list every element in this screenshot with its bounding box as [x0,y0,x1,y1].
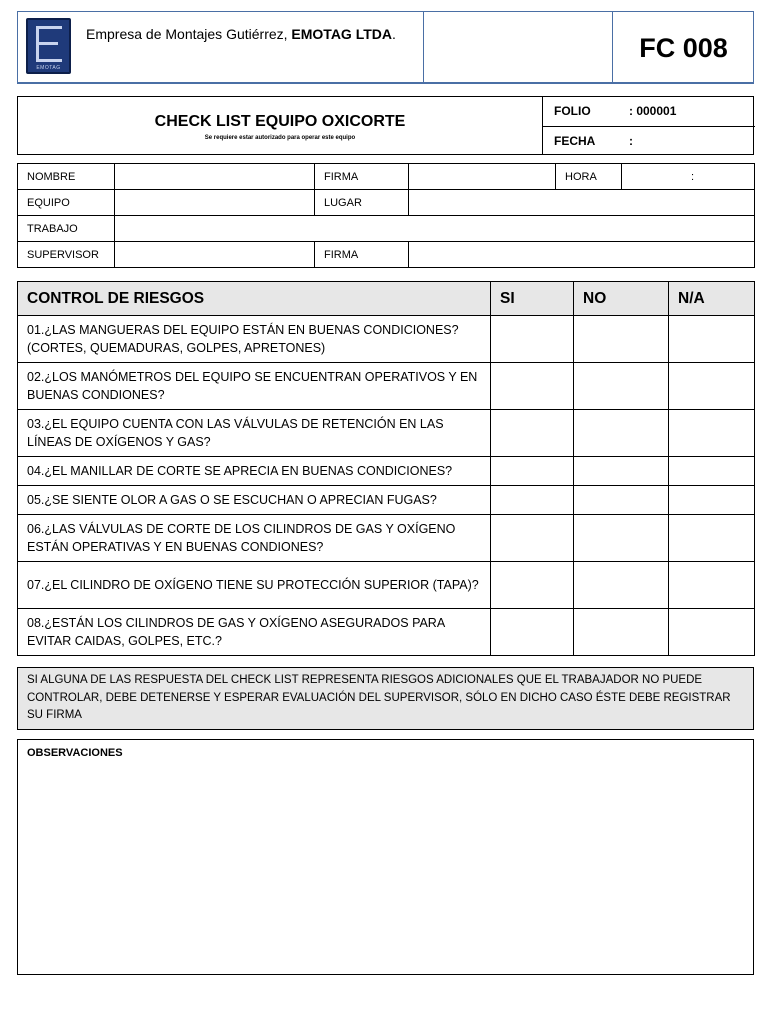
company-logo [26,18,71,74]
risk-item: 08.¿ESTÁN LOS CILINDROS DE GAS Y OXÍGENO ASEGURADOS PARA EVITAR CAIDAS, GOLPES, ETC.? [18,609,491,656]
si-checkbox[interactable] [491,515,574,562]
risk-header-no: NO [574,282,669,316]
observaciones-box[interactable] [17,739,754,975]
nombre-label: NOMBRE [18,164,115,190]
no-checkbox[interactable] [574,363,669,410]
risk-control-table [17,281,755,656]
equipo-field[interactable] [115,190,315,216]
si-checkbox[interactable] [491,363,574,410]
risk-header-na: N/A [669,282,755,316]
fecha-value[interactable]: : [629,134,633,148]
risk-item: 02.¿LOS MANÓMETROS DEL EQUIPO SE ENCUENTRAN OPERATIVOS Y EN BUENAS CONDIONES? [18,363,491,410]
na-checkbox[interactable] [669,457,755,486]
na-checkbox[interactable] [669,410,755,457]
observaciones-label: OBSERVACIONES [27,747,123,759]
folio-label: FOLIO [554,104,591,118]
trabajo-label: TRABAJO [18,216,115,242]
na-checkbox[interactable] [669,316,755,363]
na-checkbox[interactable] [669,515,755,562]
si-checkbox[interactable] [491,457,574,486]
risk-header-control: CONTROL DE RIESGOS [18,282,491,316]
no-checkbox[interactable] [574,316,669,363]
logo-text: EMOTAG [36,65,61,71]
equipo-label: EQUIPO [18,190,115,216]
na-checkbox[interactable] [669,486,755,515]
lugar-label: LUGAR [315,190,409,216]
firma-supervisor-label: FIRMA [315,242,409,268]
info-table [17,163,755,268]
title-box [17,96,754,155]
risk-item: 05.¿SE SIENTE OLOR A GAS O SE ESCUCHAN O APRECIAN FUGAS? [18,486,491,515]
firma-supervisor-field[interactable] [409,242,755,268]
no-checkbox[interactable] [574,486,669,515]
company-name: Empresa de Montajes Gutiérrez, EMOTAG LTDA. [86,26,396,42]
si-checkbox[interactable] [491,486,574,515]
nombre-field[interactable] [115,164,315,190]
fecha-label: FECHA [554,134,596,148]
si-checkbox[interactable] [491,562,574,609]
risk-header-si: SI [491,282,574,316]
supervisor-field[interactable] [115,242,315,268]
hora-field[interactable]: : [622,164,755,190]
na-checkbox[interactable] [669,363,755,410]
no-checkbox[interactable] [574,457,669,486]
risk-item: 01.¿LAS MANGUERAS DEL EQUIPO ESTÁN EN BUENAS CONDICIONES? (CORTES, QUEMADURAS, GOLPES, APRETONES) [18,316,491,363]
risk-item: 03.¿EL EQUIPO CUENTA CON LAS VÁLVULAS DE RETENCIÓN EN LAS LÍNEAS DE OXÍGENOS Y GAS? [18,410,491,457]
firma-label: FIRMA [315,164,409,190]
hora-label: HORA [556,164,622,190]
risk-item: 04.¿EL MANILLAR DE CORTE SE APRECIA EN BUENAS CONDICIONES? [18,457,491,486]
si-checkbox[interactable] [491,609,574,656]
form-title: CHECK LIST EQUIPO OXICORTE [154,113,406,130]
no-checkbox[interactable] [574,609,669,656]
risk-item: 07.¿EL CILINDRO DE OXÍGENO TIENE SU PROTECCIÓN SUPERIOR (TAPA)? [18,562,491,609]
firma-field[interactable] [409,164,556,190]
na-checkbox[interactable] [669,562,755,609]
risk-item: 06.¿LAS VÁLVULAS DE CORTE DE LOS CILINDROS DE GAS Y OXÍGENO ESTÁN OPERATIVAS Y EN BUENAS CONDIONES? [18,515,491,562]
no-checkbox[interactable] [574,515,669,562]
no-checkbox[interactable] [574,410,669,457]
no-checkbox[interactable] [574,562,669,609]
form-code: FC 008 [639,33,728,63]
warning-note: SI ALGUNA DE LAS RESPUESTA DEL CHECK LIST REPRESENTA RIESGOS ADICIONALES QUE EL TRABAJADOR NO PUEDE CONTROLAR, DEBE DETENERSE Y ESPERAR EVALUACIÓN DEL SUPERVISOR, SÓLO EN DICHO CASO ÉSTE DEBE REGISTRAR SU FIRMA [17,667,754,730]
folio-value: : 000001 [629,104,677,118]
supervisor-label: SUPERVISOR [18,242,115,268]
na-checkbox[interactable] [669,609,755,656]
si-checkbox[interactable] [491,316,574,363]
lugar-field[interactable] [409,190,755,216]
trabajo-field[interactable] [115,216,755,242]
si-checkbox[interactable] [491,410,574,457]
document-header [17,11,754,84]
form-subtitle: Se requiere estar autorizado para operar este equipo [204,135,356,141]
